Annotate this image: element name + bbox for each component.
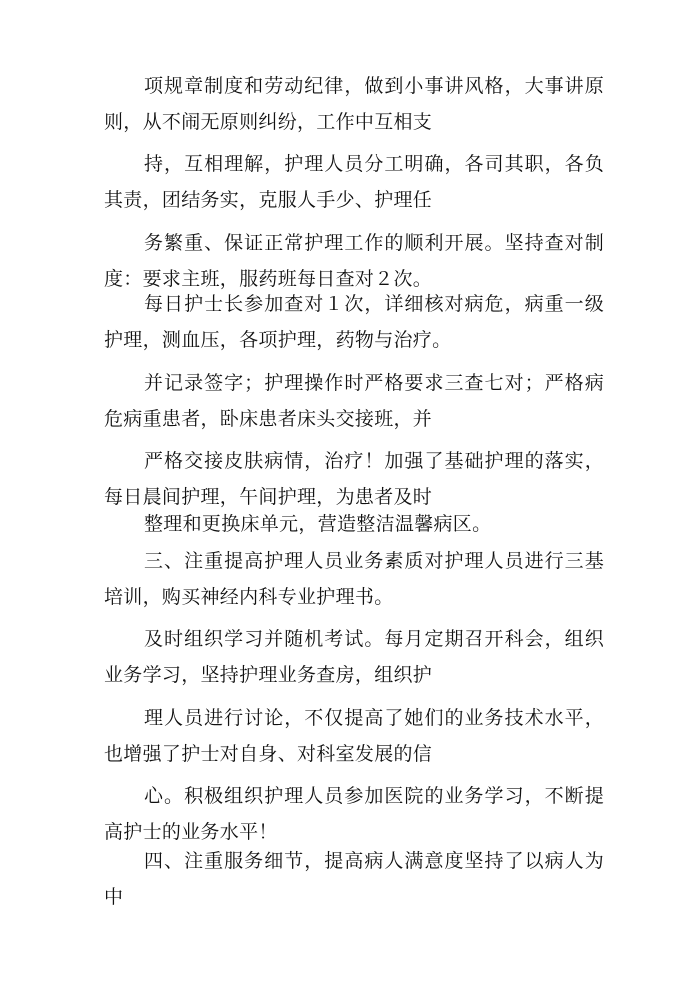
paragraph-3: 务繁重、保证正常护理工作的顺利开展。坚持查对制度：要求主班，服药班每日查对２次。 — [104, 232, 604, 290]
paragraph-1: 项规章制度和劳动纪律，做到小事讲风格，大事讲原则，从不闹无原则纠纷，工作中互相支 — [104, 75, 604, 133]
paragraph-7: 整理和更换床单元，营造整洁温馨病区。 — [144, 513, 492, 535]
paragraph-2: 持，互相理解，护理人员分工明确，各司其职，各负其责，团结务实，克服人手少、护理任 — [104, 153, 604, 211]
paragraph-12: 四、注重服务细节，提高病人满意度坚持了以病人为中 — [104, 850, 604, 908]
paragraph-6: 严格交接皮肤病情，治疗！加强了基础护理的落实，每日晨间护理，午间护理，为患者及时 — [104, 450, 604, 508]
paragraph-9: 及时组织学习并随机考试。每月定期召开科会，组织业务学习，坚持护理业务查房，组织护 — [104, 628, 604, 686]
paragraph-5: 并记录签字；护理操作时严格要求三查七对；严格病危病重患者，卧床患者床头交接班，并 — [104, 372, 604, 430]
paragraph-11: 心。积极组织护理人员参加医院的业务学习，不断提高护士的业务水平！ — [104, 785, 604, 843]
paragraph-4: 每日护士长参加查对１次，详细核对病危，病重一级护理，测血压，各项护理，药物与治疗。 — [104, 293, 604, 351]
paragraph-8: 三、注重提高护理人员业务素质对护理人员进行三基培训，购买神经内科专业护理书。 — [104, 550, 604, 608]
paragraph-10: 理人员进行讨论，不仅提高了她们的业务技术水平，也增强了护士对自身、对科室发展的信 — [104, 707, 604, 765]
